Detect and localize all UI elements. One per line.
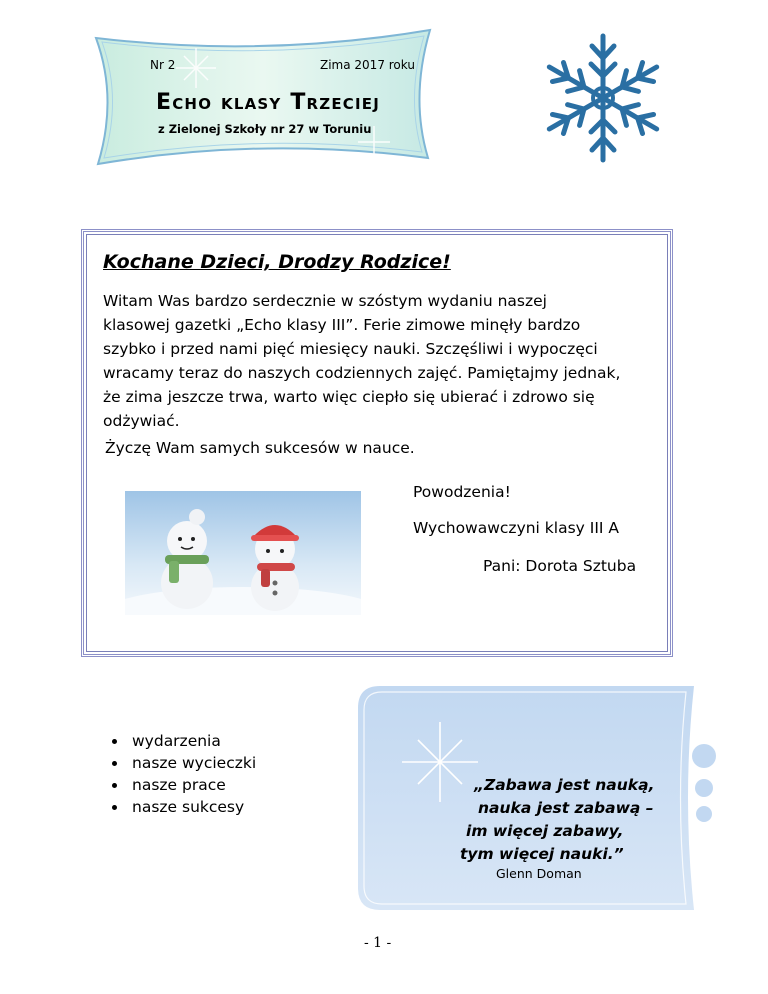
quote-line: tym więcej nauki.”: [460, 845, 624, 863]
quote-text: [460, 774, 680, 866]
issue-season: Zima 2017 roku: [320, 58, 415, 72]
sign-name: Pani: Dorota Sztuba: [483, 557, 637, 575]
quote-panel: [352, 678, 732, 918]
letter-line: wracamy teraz do naszych codziennych zajęć. Pamiętajmy jednak,: [103, 364, 621, 382]
quote-line: nauka jest zabawą –: [478, 799, 654, 817]
list-item: nasze prace: [108, 774, 256, 796]
newsletter-title: Echo klasy Trzeciej: [156, 90, 381, 115]
quote-author: Glenn Doman: [496, 866, 582, 881]
snowflake-icon: [528, 28, 678, 168]
letter-line: szybko i przed nami pięć miesięcy nauki. Szczęśliwi i wypoczęci: [103, 340, 598, 358]
list-item: nasze sukcesy: [108, 796, 256, 818]
letter-line: odżywiać.: [103, 412, 180, 430]
sign-greeting: Powodzenia!: [413, 483, 511, 501]
page-number: - 1 -: [364, 935, 392, 951]
contents-list: [108, 730, 256, 818]
issue-number: Nr 2: [150, 58, 176, 72]
snowmen-photo: [125, 491, 361, 615]
letter-line: klasowej gazetki „Echo klasy III”. Ferie zimowe minęły bardzo: [103, 316, 581, 334]
letter-line: Witam Was bardzo serdecznie w szóstym wydaniu naszej: [103, 292, 547, 310]
list-item: nasze wycieczki: [108, 752, 256, 774]
newsletter-banner: [88, 18, 438, 168]
quote-line: „Zabawa jest nauką,: [474, 776, 655, 794]
letter-heading: Kochane Dzieci, Drodzy Rodzice!: [103, 251, 451, 273]
sign-role: Wychowawczyni klasy III A: [413, 519, 619, 537]
quote-line: im więcej zabawy,: [466, 822, 624, 840]
list-item: wydarzenia: [108, 730, 256, 752]
letter-wish: Życzę Wam samych sukcesów w nauce.: [105, 439, 415, 457]
letter-line: że zima jeszcze trwa, warto więc ciepło się ubierać i zdrowo się: [103, 388, 595, 406]
letter-body: [103, 289, 651, 433]
welcome-letter: [86, 234, 668, 652]
newsletter-subtitle: z Zielonej Szkoły nr 27 w Toruniu: [158, 122, 372, 136]
